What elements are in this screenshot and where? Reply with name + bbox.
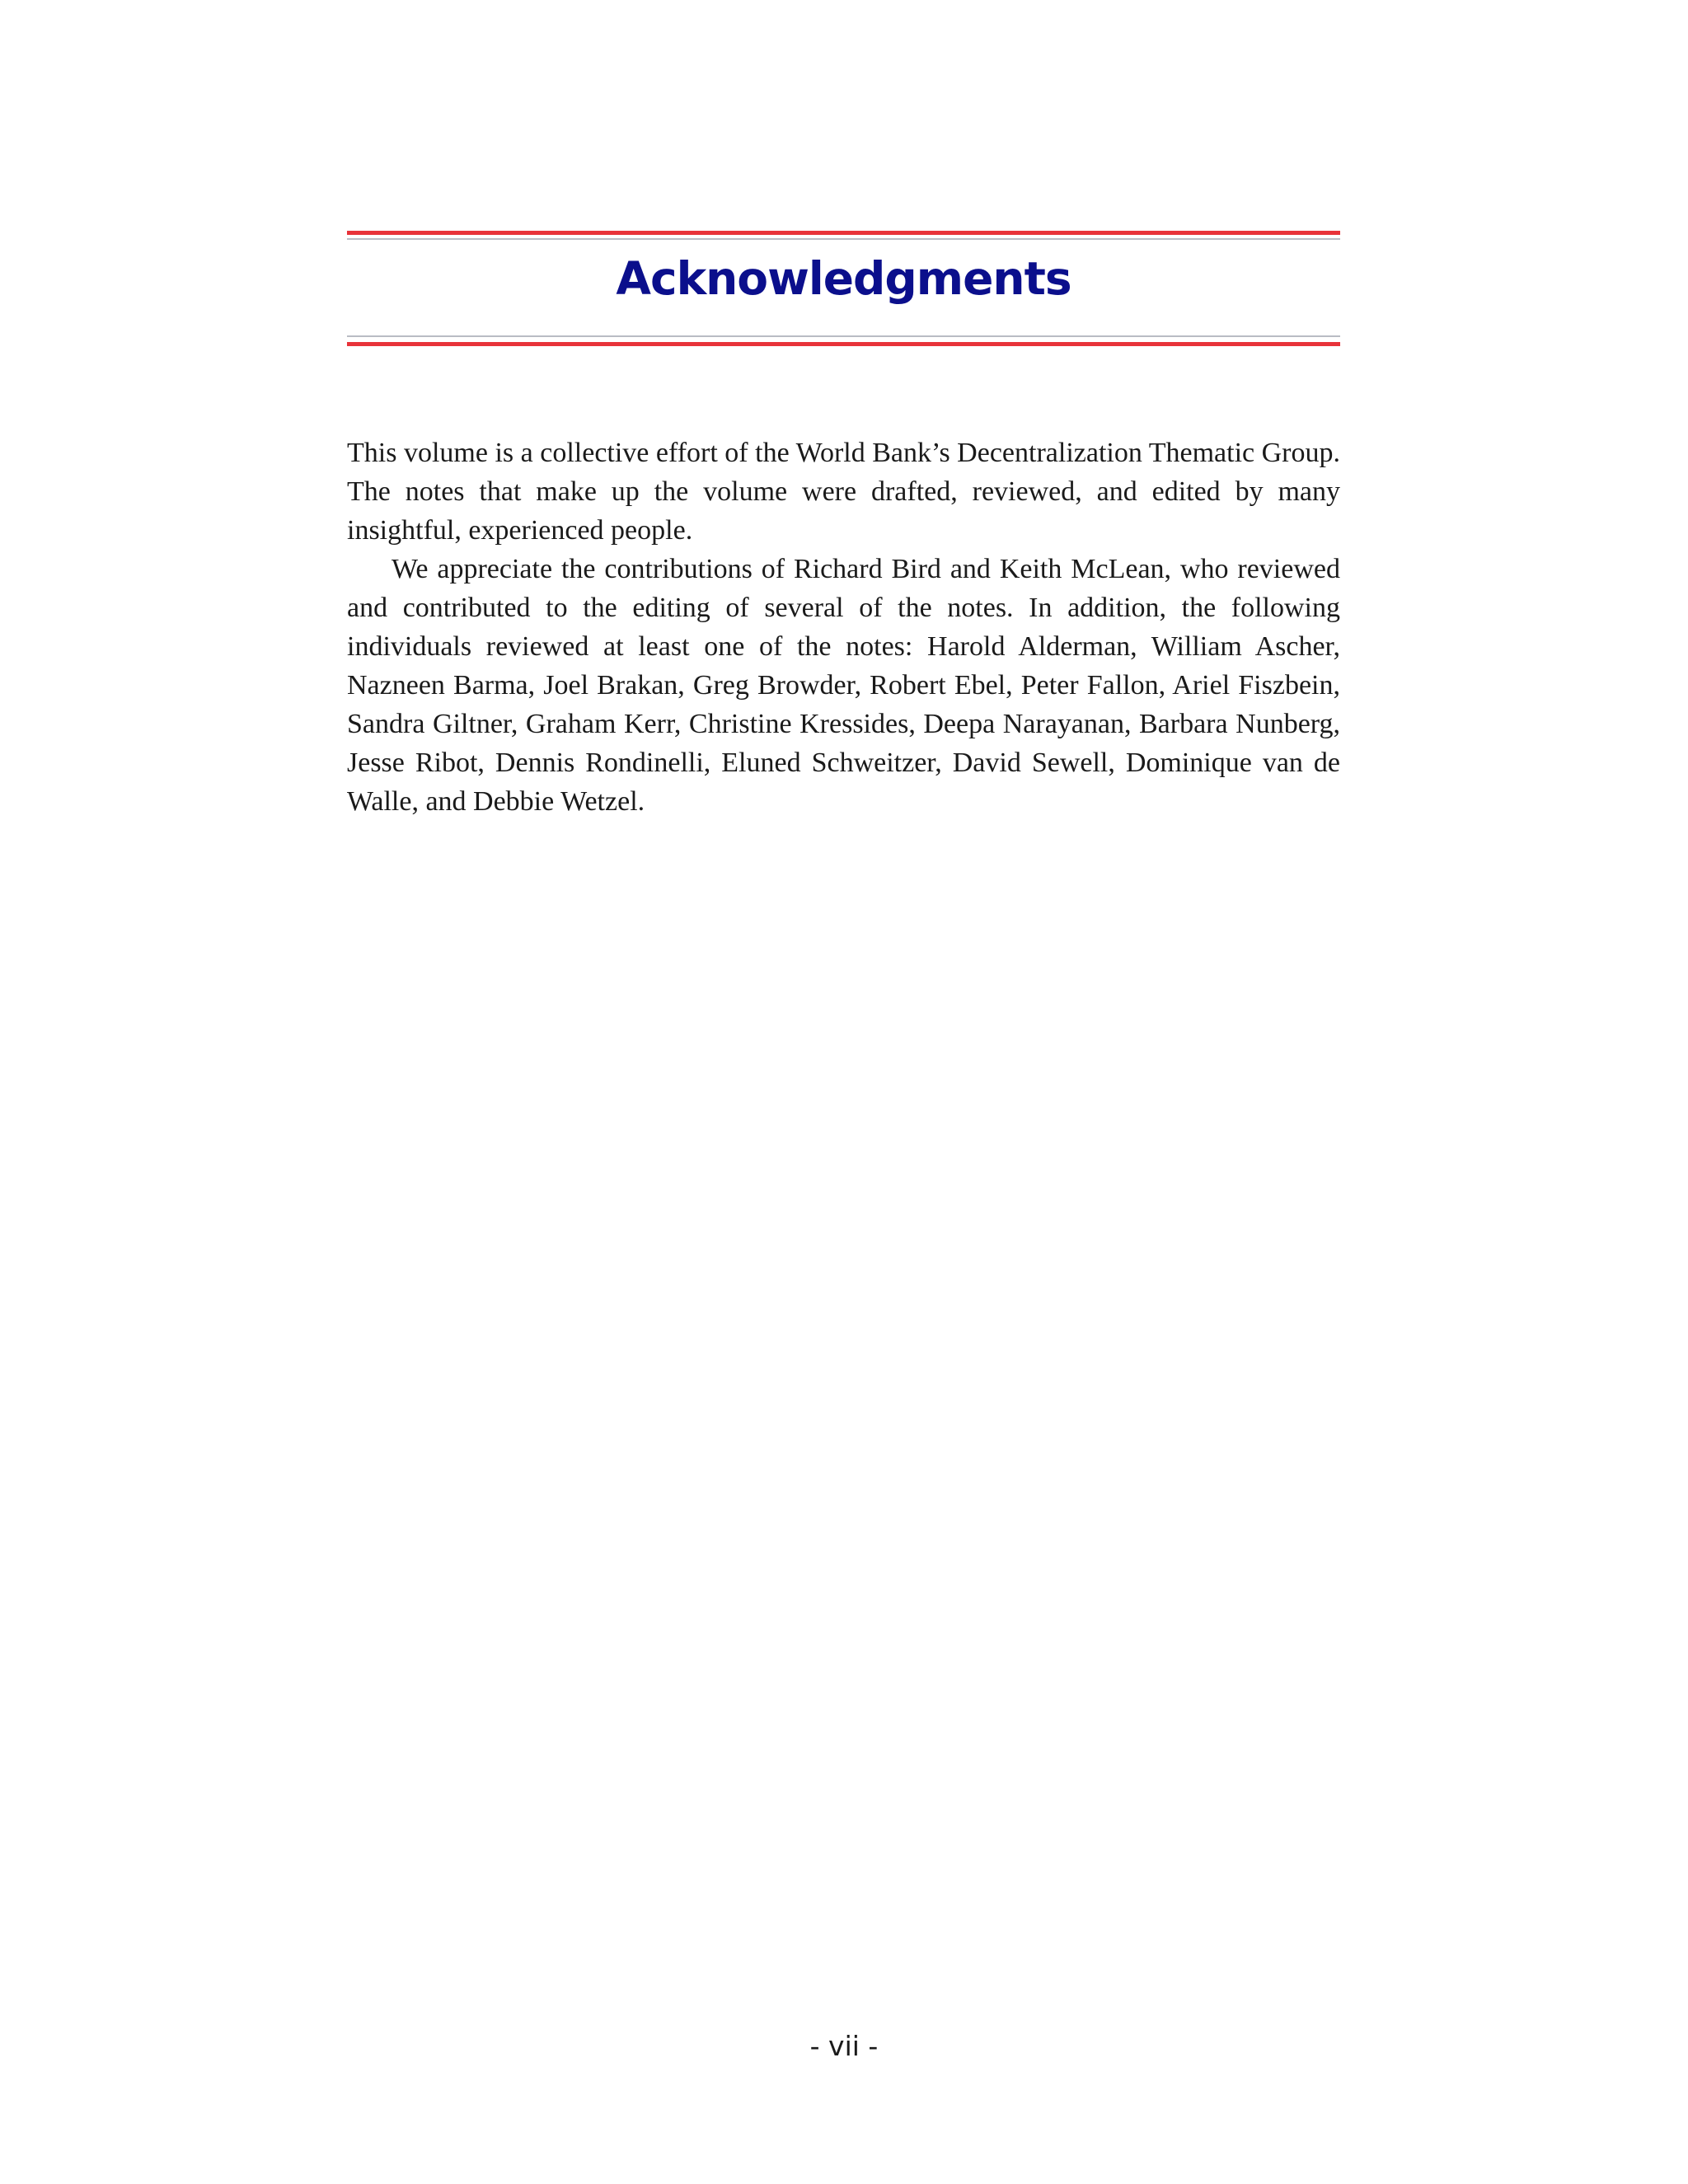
header-rule-bottom	[347, 342, 1340, 346]
paragraph-intro: This volume is a collective effort of the World Bank’s Decentralization Thematic Group. The notes that make up the volume were drafted, reviewed, and edited by many insightful, experienced people.	[347, 438, 1340, 546]
body-text	[347, 434, 1340, 821]
chapter-header	[347, 231, 1340, 348]
page-title: Acknowledgments	[616, 252, 1071, 305]
paragraph-contributors: We appreciate the contributions of Richard Bird and Keith McLean, who reviewed and contributed to the editing of several of the notes. In addition, the following individuals reviewed at least one of the notes: Harold Alderman, William Ascher, Nazneen Barma, Joel Brakan, Greg Browder, Robert Ebel, Peter Fallon, Ariel Fiszbein, Sandra Giltner, Graham Kerr, Christine Kressides, Deepa Narayanan, Barbara Nunberg, Jesse Ribot, Dennis Rondinelli, Eluned Schweitzer, David Sewell, Dominique van de Walle, and Debbie Wetzel.	[347, 554, 1340, 817]
header-rule-top	[347, 231, 1340, 235]
header-rule-top-secondary	[347, 238, 1340, 240]
page-number: - vii -	[809, 2030, 879, 2062]
header-rule-bottom-secondary	[347, 335, 1340, 337]
